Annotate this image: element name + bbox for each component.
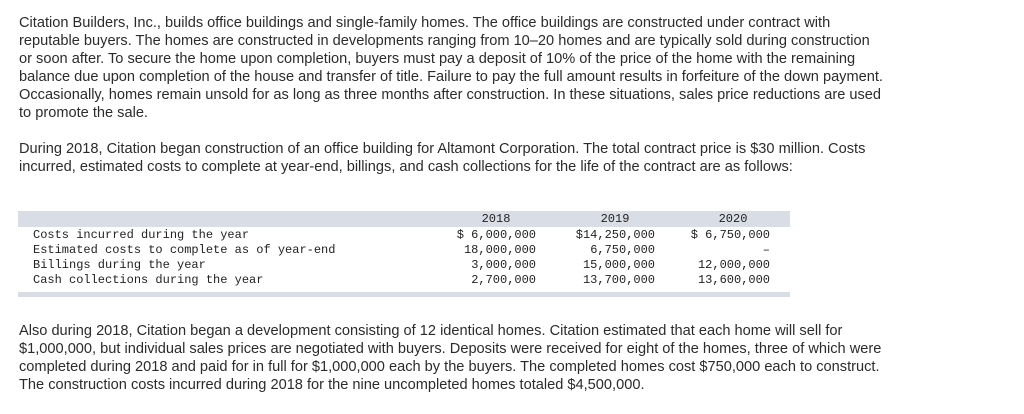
text-line: or soon after. To secure the home upon completion, buyers must pay a deposit of 10% of the price of the home with the remaining: [19, 51, 856, 67]
text-line: incurred, estimated costs to complete at year-end, billings, and cash collections for the life of the contract are as follows:: [19, 159, 793, 175]
text-line: Occasionally, homes remain unsold for as long as three months after construction. In these situations, sales price reductions are used: [19, 87, 882, 103]
column-header-2018: 2018: [481, 212, 511, 226]
table-cell: –: [762, 243, 770, 257]
table-cell: $14,250,000: [575, 228, 655, 242]
intro-paragraph: [19, 14, 883, 122]
table-cell: 13,700,000: [582, 273, 655, 287]
row-label-cash-collections: Cash collections during the year: [33, 273, 264, 287]
text-line: Also during 2018, Citation began a development consisting of 12 identical homes. Citation estimated that each home will sell for: [19, 323, 843, 339]
text-line: completed during 2018 and paid for in full for $1,000,000 each by the buyers. The completed homes cost $750,000 each to construct.: [19, 359, 880, 375]
text-line: Citation Builders, Inc., builds office buildings and single-family homes. The office buildings are constructed under contract with: [19, 15, 831, 31]
homes-paragraph: [19, 322, 881, 394]
contract-data-table: [18, 211, 790, 298]
table-cell: 18,000,000: [463, 243, 536, 257]
row-label-costs-incurred: Costs incurred during the year: [33, 228, 250, 242]
table-cell: 6,750,000: [590, 243, 655, 257]
table-footer-band: [18, 292, 790, 297]
contract-paragraph: [19, 140, 865, 176]
row-label-estimated-costs: Estimated costs to complete as of year-end: [33, 243, 336, 257]
table-cell: 12,000,000: [697, 258, 770, 272]
table-cell: 15,000,000: [582, 258, 655, 272]
row-label-billings: Billings during the year: [33, 258, 206, 272]
text-line: During 2018, Citation began construction of an office building for Altamont Corporation. The total contract price is $30 million. Costs: [19, 141, 866, 157]
text-line: balance due upon completion of the house and transfer of title. Failure to pay the full amount results in forfeiture of the down payment.: [19, 69, 883, 85]
text-line: to promote the sale.: [19, 105, 148, 121]
table-cell: 13,600,000: [697, 273, 770, 287]
text-line: $1,000,000, but individual sales prices are negotiated with buyers. Deposits were received for eight of the homes, three of which were: [19, 341, 882, 357]
table-cell: $ 6,750,000: [690, 228, 770, 242]
table-header-band: [18, 211, 790, 227]
column-header-2019: 2019: [600, 212, 630, 226]
table-cell: 3,000,000: [471, 258, 536, 272]
table-cell: 2,700,000: [471, 273, 536, 287]
text-line: The construction costs incurred during 2018 for the nine uncompleted homes totaled $4,500,000.: [19, 377, 645, 393]
column-header-2020: 2020: [718, 212, 748, 226]
table-cell: $ 6,000,000: [456, 228, 536, 242]
text-line: reputable buyers. The homes are constructed in developments ranging from 10–20 homes and are typically sold during construction: [19, 33, 870, 49]
